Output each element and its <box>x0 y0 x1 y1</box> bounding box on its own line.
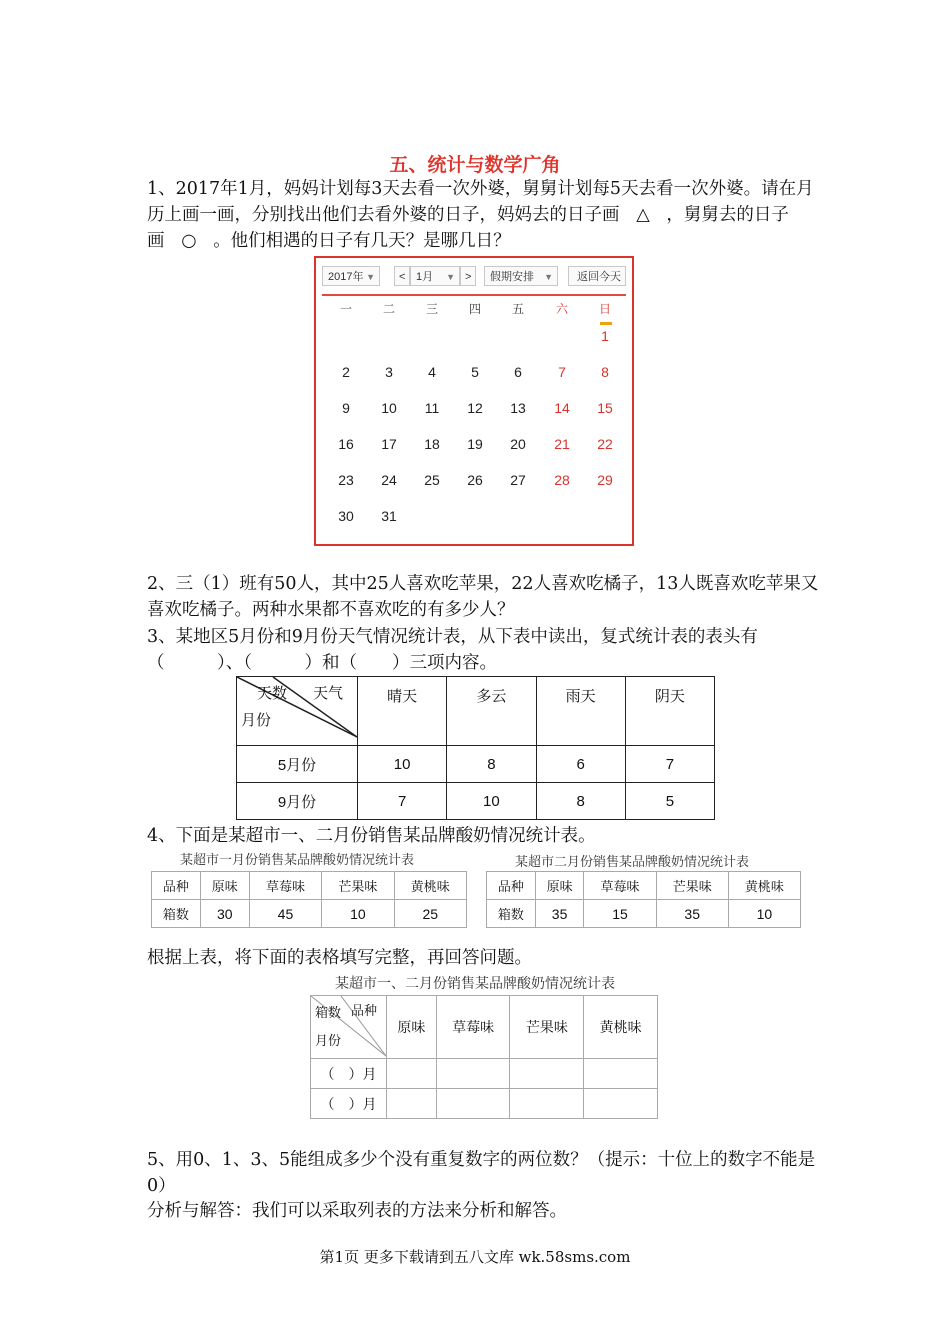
table-cell: 箱数 <box>487 900 536 928</box>
table-cell: 10 <box>358 746 447 783</box>
feb-table <box>486 871 801 928</box>
blank-cell[interactable] <box>584 1089 658 1119</box>
table-cell: 6 <box>536 746 625 783</box>
weather-corner-cell <box>237 677 358 746</box>
calendar-day[interactable]: 30 <box>338 508 354 524</box>
column-header: 草莓味 <box>436 996 510 1059</box>
calendar-day[interactable]: 19 <box>467 436 483 452</box>
calendar-day[interactable]: 20 <box>510 436 526 452</box>
blank-cell[interactable] <box>436 1089 510 1119</box>
weekday-header: 一 <box>339 302 352 316</box>
row-label: （ ）月 <box>311 1089 387 1119</box>
calendar-day[interactable]: 16 <box>338 436 354 452</box>
table-cell: 10 <box>447 783 536 820</box>
calendar-day[interactable]: 9 <box>342 400 350 416</box>
weekday-header: 三 <box>425 302 438 316</box>
table-cell: 10 <box>728 900 800 928</box>
table-cell: 芒果味 <box>656 872 728 900</box>
column-header: 雨天 <box>536 677 625 746</box>
prev-month-button[interactable]: < <box>394 266 410 286</box>
calendar-day[interactable]: 4 <box>428 364 436 380</box>
column-header: 芒果味 <box>510 996 584 1059</box>
jan-table-title: 某超市一月份销售某品牌酸奶情况统计表 <box>180 853 415 868</box>
weekday-header: 六 <box>555 302 568 316</box>
table-cell: 品种 <box>487 872 536 900</box>
page-footer: 第1页 更多下载请到五八文库 wk.58sms.com <box>319 1248 631 1266</box>
circle-symbol: ○ <box>181 231 197 251</box>
table-cell: 15 <box>584 900 656 928</box>
table-cell: 7 <box>625 746 714 783</box>
calendar-day[interactable]: 22 <box>597 436 613 452</box>
table-cell: 30 <box>200 900 249 928</box>
calendar-day[interactable]: 7 <box>558 364 566 380</box>
calendar-day[interactable]: 12 <box>467 400 483 416</box>
next-month-button[interactable]: > <box>460 266 476 286</box>
column-header: 原味 <box>387 996 437 1059</box>
year-select[interactable]: 2017年 ▼ <box>322 266 380 286</box>
calendar-day[interactable]: 6 <box>514 364 522 380</box>
table-row <box>237 746 715 783</box>
triangle-symbol: △ <box>636 205 650 225</box>
fill-corner-cell <box>311 996 387 1059</box>
table-cell: 黄桃味 <box>394 872 466 900</box>
table-cell: 箱数 <box>152 900 201 928</box>
table-cell: 10 <box>322 900 394 928</box>
fill-table <box>310 995 658 1119</box>
calendar-day[interactable]: 11 <box>424 400 440 416</box>
chevron-down-icon: ▼ <box>366 272 375 282</box>
table-row <box>311 1089 658 1119</box>
corner-label: 箱数 <box>315 1006 342 1021</box>
table-cell: 草莓味 <box>249 872 321 900</box>
corner-label: 天数 <box>257 685 288 702</box>
calendar-day[interactable]: 28 <box>554 472 570 488</box>
weather-table <box>236 676 715 820</box>
question-1: 1、2017年1月，妈妈计划每3天去看一次外婆，舅舅计划每5天去看一次外婆。请在月历上画一画，分别找出他们去看外婆的日子，妈妈去的日子画 △ ，舅舅去的日子画 ○ 。他们相遇的日子有几天？是哪几日？ <box>147 179 814 251</box>
calendar-day[interactable]: 2 <box>342 364 350 380</box>
column-header: 阴天 <box>625 677 714 746</box>
jan-table <box>151 871 467 928</box>
weekday-header: 二 <box>382 302 395 316</box>
calendar-divider <box>322 294 626 296</box>
holiday-select[interactable]: 假期安排 ▼ <box>484 266 558 286</box>
corner-label: 天气 <box>313 685 344 702</box>
blank-cell[interactable] <box>387 1089 437 1119</box>
question-4: 4、下面是某超市一、二月份销售某品牌酸奶情况统计表。 <box>147 826 596 846</box>
column-header: 多云 <box>447 677 536 746</box>
row-label: 9月份 <box>237 783 358 820</box>
calendar-day[interactable]: 14 <box>554 400 570 416</box>
question-2: 2、三（1）班有50人，其中25人喜欢吃苹果，22人喜欢吃橘子，13人既喜欢吃苹果又喜欢吃橘子。两种水果都不喜欢吃的有多少人？ <box>147 574 819 620</box>
calendar-day[interactable]: 3 <box>385 364 393 380</box>
table-cell: 原味 <box>535 872 584 900</box>
corner-label: 月份 <box>315 1034 342 1049</box>
weekday-header: 五 <box>511 302 524 316</box>
fill-table-title: 某超市一、二月份销售某品牌酸奶情况统计表 <box>335 976 615 992</box>
question-4-instruction: 根据上表，将下面的表格填写完整，再回答问题。 <box>147 948 532 968</box>
today-marker <box>600 322 612 325</box>
table-cell: 黄桃味 <box>728 872 800 900</box>
calendar-day[interactable]: 8 <box>601 364 609 380</box>
table-cell: 7 <box>358 783 447 820</box>
weekday-header: 日 <box>598 302 611 316</box>
table-cell: 原味 <box>200 872 249 900</box>
corner-label: 月份 <box>241 712 272 729</box>
calendar-day[interactable]: 1 <box>601 328 609 344</box>
calendar-day[interactable]: 27 <box>510 472 526 488</box>
table-cell: 品种 <box>152 872 201 900</box>
calendar-day[interactable]: 31 <box>381 508 397 524</box>
calendar-widget <box>314 256 634 546</box>
table-cell: 8 <box>447 746 536 783</box>
table-row <box>311 1059 658 1089</box>
table-row <box>237 783 715 820</box>
row-label: （ ）月 <box>311 1059 387 1089</box>
column-header: 黄桃味 <box>584 996 658 1059</box>
calendar-day[interactable]: 5 <box>471 364 479 380</box>
blank-cell[interactable] <box>436 1059 510 1089</box>
calendar-day[interactable]: 18 <box>424 436 440 452</box>
month-select[interactable]: 1月 ▼ <box>410 266 460 286</box>
calendar-day[interactable]: 23 <box>338 472 354 488</box>
table-cell: 草莓味 <box>584 872 656 900</box>
table-cell: 35 <box>656 900 728 928</box>
corner-label: 品种 <box>351 1004 378 1019</box>
calendar-day[interactable]: 13 <box>510 400 526 416</box>
table-cell: 芒果味 <box>322 872 394 900</box>
table-cell: 8 <box>536 783 625 820</box>
page-title: 五、统计与数学广角 <box>389 154 561 176</box>
column-header: 晴天 <box>358 677 447 746</box>
blank-cell[interactable] <box>510 1059 584 1089</box>
table-cell: 5 <box>625 783 714 820</box>
calendar-day[interactable]: 24 <box>381 472 397 488</box>
calendar-day[interactable]: 21 <box>554 436 570 452</box>
table-cell: 45 <box>249 900 321 928</box>
question-5: 5、用0、1、3、5能组成多少个没有重复数字的两位数？（提示：十位上的数字不能是0） <box>147 1150 816 1196</box>
calendar-day[interactable]: 26 <box>467 472 483 488</box>
calendar-day[interactable]: 15 <box>597 400 613 416</box>
blank-cell[interactable] <box>510 1089 584 1119</box>
table-cell: 25 <box>394 900 466 928</box>
calendar-day[interactable]: 25 <box>424 472 440 488</box>
blank-cell[interactable] <box>387 1059 437 1089</box>
chevron-down-icon: ▼ <box>446 272 455 282</box>
feb-table-title: 某超市二月份销售某品牌酸奶情况统计表 <box>515 855 750 870</box>
chevron-down-icon: ▼ <box>544 272 553 282</box>
today-button[interactable]: 返回今天 <box>568 266 626 286</box>
calendar-day[interactable]: 10 <box>381 400 397 416</box>
question-3: 3、某地区5月份和9月份天气情况统计表，从下表中读出，复式统计表的表头有（ ）、（ ）和（ ）三项内容。 <box>147 627 758 673</box>
table-cell: 35 <box>535 900 584 928</box>
blank-cell[interactable] <box>584 1059 658 1089</box>
weekday-header: 四 <box>468 302 481 316</box>
calendar-day[interactable]: 17 <box>381 436 397 452</box>
question-5-analysis: 分析与解答：我们可以采取列表的方法来分析和解答。 <box>147 1201 567 1221</box>
calendar-day[interactable]: 29 <box>597 472 613 488</box>
calendar-toolbar <box>322 266 628 288</box>
row-label: 5月份 <box>237 746 358 783</box>
